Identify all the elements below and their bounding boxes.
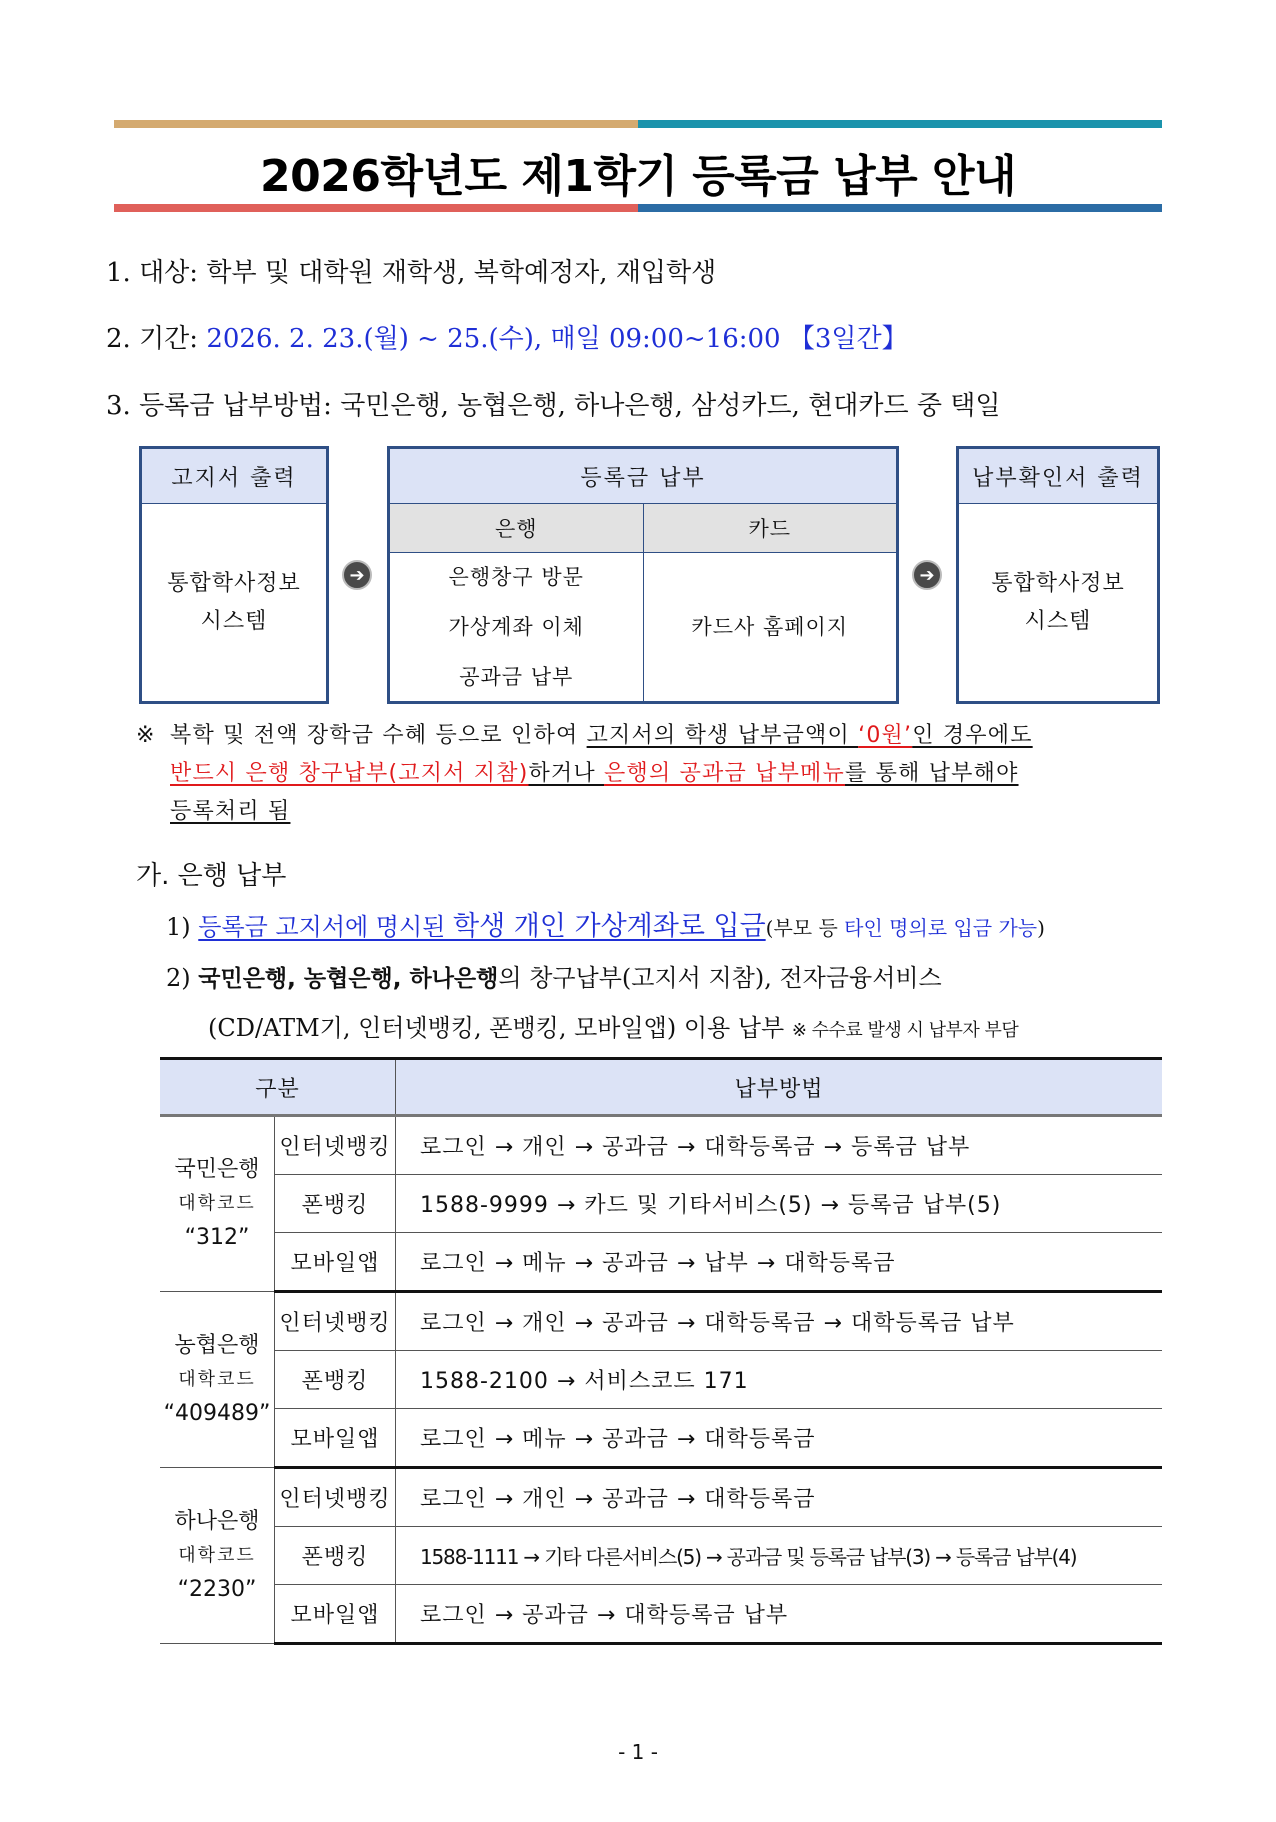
method-cell: 1588-1111 → 기타 다른서비스(5) → 공과금 및 등록금 납부(3) → 등록금 납부(4) xyxy=(396,1527,1163,1585)
page-number: - 1 - xyxy=(618,1740,658,1764)
service-cell: 모바일앱 xyxy=(275,1585,396,1644)
bank-name-cell xyxy=(160,1292,275,1468)
service-cell: 인터넷뱅킹 xyxy=(275,1292,396,1351)
item-method: 3. 등록금 납부방법: 국민은행, 농협은행, 하나은행, 삼성카드, 현대카드 중 택일 xyxy=(106,391,1001,421)
title-bar-bottom-right xyxy=(638,204,1162,212)
bank-code: “312” xyxy=(184,1225,250,1250)
service-cell: 인터넷뱅킹 xyxy=(275,1116,396,1175)
flow-step-receipt-title: 납부확인서 출력 xyxy=(959,449,1157,504)
service-cell: 폰뱅킹 xyxy=(275,1175,396,1233)
payment-method-table xyxy=(160,1057,1162,1645)
flow-step-payment-title: 등록금 납부 xyxy=(390,449,896,504)
table-row xyxy=(160,1351,1162,1409)
bank-line-2: 2) 국민은행, 농협은행, 하나은행의 창구납부(고지서 지참), 전자금융서비스 xyxy=(166,964,942,992)
table-row xyxy=(160,1116,1162,1175)
arrow-right-icon: ➔ xyxy=(912,560,942,590)
flow-step-payment-body: 은행창구 방문 가상계좌 이체 공과금 납부 카드사 홈페이지 xyxy=(390,553,896,701)
bank-name-cell xyxy=(160,1116,275,1292)
method-cell: 로그인 → 개인 → 공과금 → 대학등록금 → 대학등록금 납부 xyxy=(396,1292,1163,1351)
method-cell: 로그인 → 메뉴 → 공과금 → 납부 → 대학등록금 xyxy=(396,1233,1163,1292)
bank-name-cell xyxy=(160,1468,275,1644)
flow-step-receipt xyxy=(956,446,1160,704)
bank-name: 하나은행 xyxy=(174,1508,260,1534)
method-cell: 1588-2100 → 서비스코드 171 xyxy=(396,1351,1163,1409)
method-cell: 로그인 → 개인 → 공과금 → 대학등록금 xyxy=(396,1468,1163,1527)
table-row xyxy=(160,1585,1162,1644)
table-row xyxy=(160,1527,1162,1585)
table-row xyxy=(160,1468,1162,1527)
notice-zero-amount: ※ 복학 및 전액 장학금 수혜 등으로 인하여 고지서의 학생 납부금액이 ‘0원’인 경우에도 반드시 은행 창구납부(고지서 지참)하거나 은행의 공과금 납부메뉴를 통해 납부해야 등록처리 됨 xyxy=(136,723,1033,824)
flow-step-invoice-body: 통합학사정보 시스템 xyxy=(167,571,301,634)
bank-name: 농협은행 xyxy=(174,1332,260,1358)
bank-code: “409489” xyxy=(163,1400,271,1426)
table-row xyxy=(160,1233,1162,1292)
method-cell: 로그인 → 공과금 → 대학등록금 납부 xyxy=(396,1585,1163,1644)
title-bar-top-right xyxy=(638,120,1162,128)
method-cell: 로그인 → 메뉴 → 공과금 → 대학등록금 xyxy=(396,1409,1163,1468)
bank-line-1: 1) 등록금 고지서에 명시된 학생 개인 가상계좌로 입금(부모 등 타인 명의로 입금 가능) xyxy=(166,911,1045,942)
title-bar-top-left xyxy=(114,120,638,128)
bank-code-label: 대학코드 xyxy=(178,1368,256,1390)
method-cell: 로그인 → 개인 → 공과금 → 대학등록금 → 등록금 납부 xyxy=(396,1116,1163,1175)
flow-step-invoice xyxy=(139,446,329,704)
service-cell: 모바일앱 xyxy=(275,1409,396,1468)
table-head-method: 납부방법 xyxy=(396,1059,1163,1116)
flow-step-invoice-title: 고지서 출력 xyxy=(142,449,326,504)
service-cell: 인터넷뱅킹 xyxy=(275,1468,396,1527)
bank-code-label: 대학코드 xyxy=(178,1193,256,1214)
service-cell: 폰뱅킹 xyxy=(275,1351,396,1409)
table-head-category: 구분 xyxy=(160,1059,396,1116)
item-target: 1. 대상: 학부 및 대학원 재학생, 복학예정자, 재입학생 xyxy=(106,258,717,288)
flow-step-payment xyxy=(387,446,899,704)
title-banner xyxy=(114,120,1162,212)
service-cell: 폰뱅킹 xyxy=(275,1527,396,1585)
bank-code: “2230” xyxy=(177,1576,257,1602)
bank-name: 국민은행 xyxy=(174,1157,260,1182)
bank-line-3: (CD/ATM기, 인터넷뱅킹, 폰뱅킹, 모바일앱) 이용 납부 ※ 수수료 발생 시 납부자 부담 xyxy=(208,1014,1019,1042)
page-title: 2026학년도 제1학기 등록금 납부 안내 xyxy=(260,151,1016,202)
method-cell: 1588-9999 → 카드 및 기타서비스(5) → 등록금 납부(5) xyxy=(396,1175,1163,1233)
flow-step-payment-subhead: 은행 카드 xyxy=(390,504,896,553)
item-period: 2. 기간: 2026. 2. 23.(월) ~ 25.(수), 매일 09:00~16:00 【3일간】 xyxy=(106,324,908,354)
title-bar-bottom-left xyxy=(114,204,638,212)
table-row xyxy=(160,1409,1162,1468)
bank-section-heading: 가. 은행 납부 xyxy=(136,861,287,891)
arrow-right-icon: ➔ xyxy=(342,560,372,590)
flow-step-receipt-body: 통합학사정보 시스템 xyxy=(991,571,1125,634)
table-row xyxy=(160,1292,1162,1351)
bank-code-label: 대학코드 xyxy=(178,1544,256,1566)
service-cell: 모바일앱 xyxy=(275,1233,396,1292)
table-row xyxy=(160,1175,1162,1233)
